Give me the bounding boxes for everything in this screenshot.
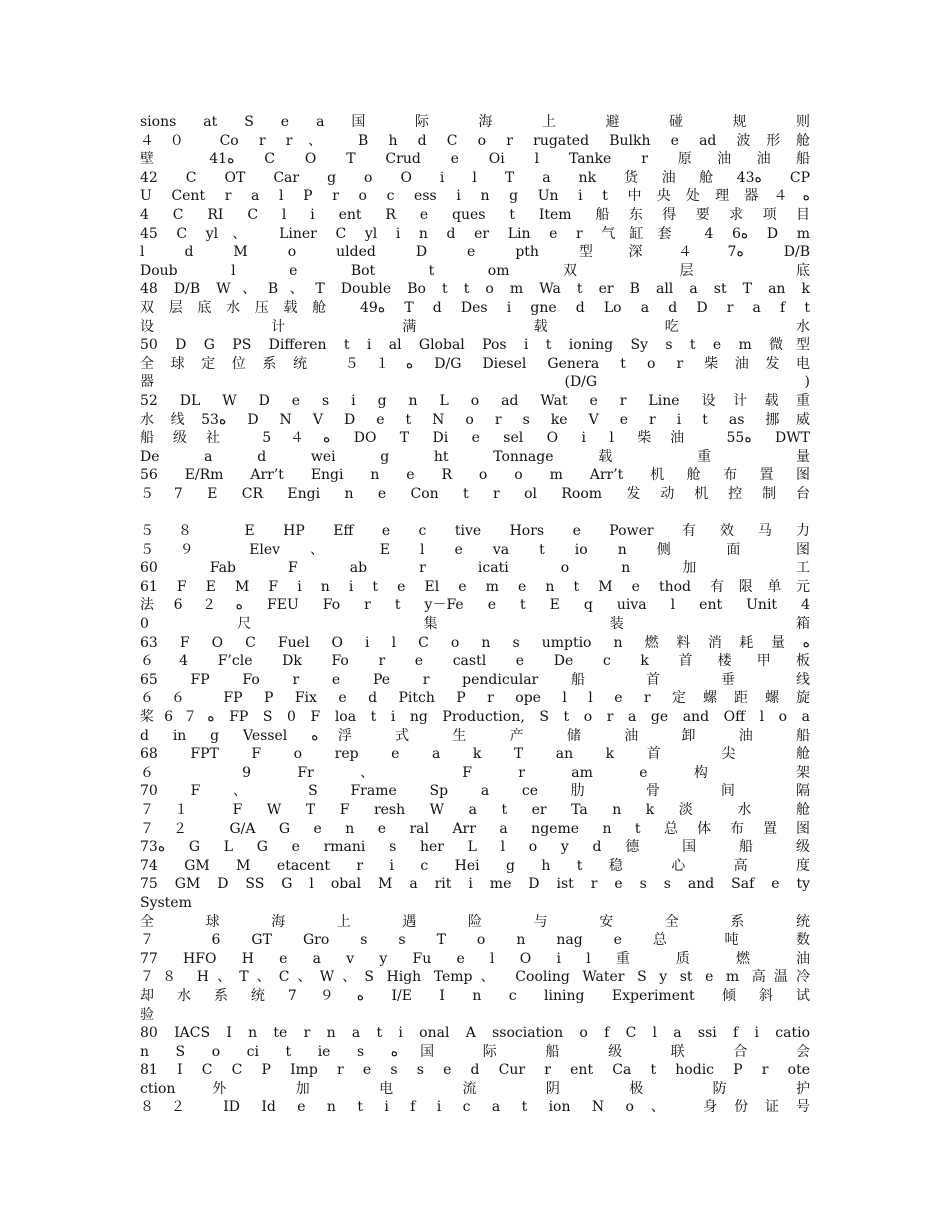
document-line: 65 FP Fo r e Pe r pendicular 船 首 垂 线 [140, 671, 810, 688]
document-line: 法6２ﻩ FEU Fo r t y－Fe e t E q uiva l ent Unit 4 [140, 597, 810, 614]
document-line: ４０ Co r r、 B h d C o r rugated Bulkh e ad 波形舱 [140, 132, 810, 149]
document-line: 却水系统7９ﻩ I/E I n c lining Experiment 倾斜试 [140, 987, 810, 1004]
document-line: 壁 41ﻩ C O T Crud e Oi l Tanke r 原油油船 [140, 151, 810, 168]
document-line: 水线53ﻩ D N V D e t N o r s ke V e r i t as 挪威 [140, 411, 810, 428]
document-line: 80 IACS I n te r n a t i onal A ssociation o f C l a ssi f i catio [140, 1025, 810, 1042]
document-line: 器 (D/G ) [140, 374, 810, 391]
document-line: ５7 E CR Engi n e Con t r ol Room 发动机控制台 [140, 485, 810, 502]
document-line: 50 D G PS Differen t i al Global Pos i t ioning Sy s t e m 微型 [140, 337, 810, 354]
document-line: 81 I C C P Imp r e s s e d Cur r ent Ca t hodic P r ote [140, 1062, 810, 1079]
document-line: 70 F 、 S Frame Sp a ce 肋 骨 间 隔 [140, 783, 810, 800]
document-line: l d M o ulded D e pth 型深４7ﻩ D/B [140, 244, 810, 261]
document-line: ７２ G/A G e n e ral Arr a ngeme n t 总体布置图 [140, 820, 810, 837]
document-line: 船级社 5４ﻩ DO T Di e sel O i l 柴油 55ﻩ DWT [140, 430, 810, 447]
document-line: 52 DL W D e s i g n L o ad Wat e r Line 设计载重 [140, 392, 810, 409]
document-line: ７ 6 GT Gro s s T o n nag e 总 吨 数 [140, 932, 810, 949]
document-line: 75 GM D SS G l obal M a rit i me D ist r e s s and Saf e ty [140, 876, 810, 893]
document-line: sions at S e a 国 际 海 上 避 碰 规 则 [140, 114, 810, 130]
document-line: 63 F O C Fuel O i l C o n s umptio n 燃料消耗量ﻩ [140, 634, 810, 651]
document-line [140, 503, 810, 522]
document-line: 0 尺 集 装 箱 [140, 616, 810, 633]
document-line: 74 GM M etacent r i c Hei g h t 稳 心 高 度 [140, 857, 810, 874]
document-line: 56 E/Rm Arr’t Engi n e R o o m Arr’t 机舱布置图 [140, 467, 810, 484]
document-line: ７８ H、T、C、W、S High Temp、 Cooling Water S y st e m 高温冷 [140, 969, 810, 986]
document-line: 桨6７ﻩ FP S 0 F loa t i ng Production, S t o r a ge and Off l o a [140, 709, 810, 725]
document-line: 77 HFO H e a v y Fu e l O i l 重 质 燃 油 [140, 950, 810, 967]
document-line: d in g Vessel ﻩ浮 式 生 产 储 油 卸 油 船 [140, 727, 810, 744]
document-line: System [140, 894, 192, 911]
document-line: 42 C OT Car g o O i l T a nk 货油舱43ﻩ CP [140, 169, 810, 186]
document-body [140, 113, 810, 1117]
document-line: 双层底水压载舱 49ﻩ T d Des i gne d Lo a d D r a f t [140, 299, 810, 316]
document-line: ５８ E HP Eff e c tive Hors e Power 有效马力 [140, 523, 810, 540]
document-line: 4 C RI C l i ent R e ques t Item 船东得要求项目 [140, 206, 810, 223]
document-line: 45 C yl、 Liner C yl i n d er Lin e r 气缸套 4 6ﻩ D m [140, 225, 810, 242]
document-line: ６ 9 Fr 、 F r am e 构 架 [140, 764, 810, 781]
document-line: n S o ci t ie s ﻩ国 际 船 级 联 合 会 [140, 1043, 810, 1060]
document-line: 48 D/B W、B、T Double Bo t t o m Wa t er B all a st T an k [140, 281, 810, 298]
document-line: 验 [140, 1006, 154, 1023]
document-line: ７１ F W T F resh W a t er Ta n k 淡 水 舱 [140, 801, 810, 818]
document-line: 61 F E M F i n i t e El e m e n t M e thod 有限单元 [140, 578, 810, 595]
document-line: ction 外 加 电 流 阴 极 防 护 [140, 1080, 810, 1097]
document-line: 73ﻩ G L G e rmani s her L l o y d 德 国 船 级 [140, 839, 810, 856]
document-line: 全 球 海 上 遇 险 与 安 全 系 统 [140, 913, 810, 930]
document-line: ５９ Elev 、 E l e va t io n 侧 面 图 [140, 541, 810, 558]
document-line: 设 计 满 载 吃 水 [140, 318, 810, 335]
document-line: 60 Fab F ab r icati o n 加 工 [140, 560, 810, 577]
document-line: 68 FPT F o rep e a k T an k 首 尖 舱 [140, 746, 810, 763]
document-line: U Cent r a l P r o c ess i n g Un i t 中央处理器４ﻩ [140, 188, 810, 205]
document-line: ６６ FP P Fix e d Pitch P r ope l l e r 定螺距螺旋 [140, 690, 810, 707]
document-line: ８２ ID Id e n t i f i c a t ion N o、 身份证号 [140, 1099, 810, 1116]
document-line: Doub l e Bot t om 双 层 底 [140, 262, 810, 279]
document-line: ６4 F’cle Dk Fo r e castl e De c k 首楼甲板 [140, 653, 810, 670]
document-line: 全球定位系统 ５１ﻩ D/G Diesel Genera t o r 柴油发电 [140, 355, 810, 372]
document-line: De a d wei g ht Tonnage 载 重 量 [140, 448, 810, 465]
